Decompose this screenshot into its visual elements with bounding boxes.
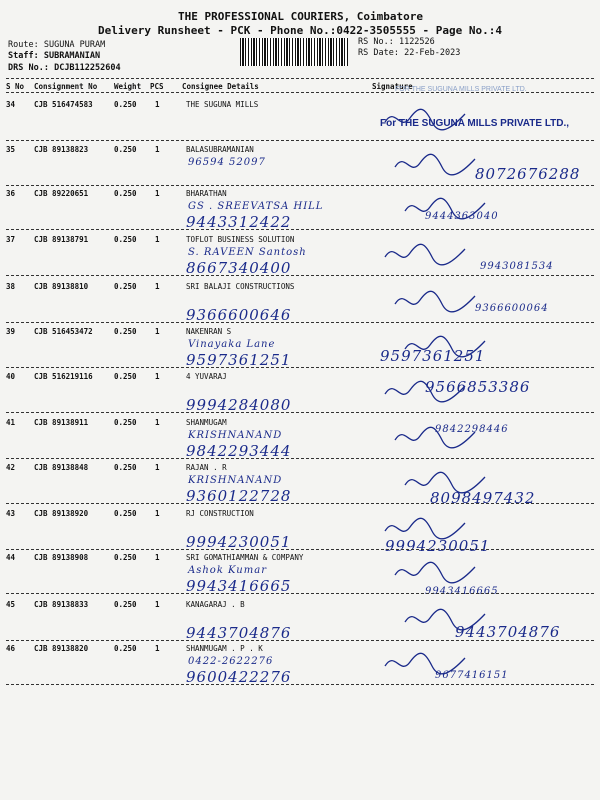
row-weight: 0.250 <box>114 327 137 336</box>
row-pcs: 1 <box>155 553 160 562</box>
row-handwritten-note: 96594 52097 <box>188 157 266 168</box>
row-divider <box>6 412 594 413</box>
row-consignment-no: CJB 89138791 <box>34 235 89 244</box>
rs-date-line <box>358 48 460 58</box>
row-sno: 34 <box>6 100 16 109</box>
row-signature-phone: 9597361251 <box>380 347 486 365</box>
row-weight: 0.250 <box>114 282 137 291</box>
row-handwritten-phone: 9443312422 <box>186 213 292 231</box>
row-pcs: 1 <box>155 509 160 518</box>
row-divider <box>6 367 594 368</box>
row-signature-phone: 9566853386 <box>425 378 531 396</box>
row-handwritten-phone: 9600422276 <box>186 668 292 686</box>
row-divider <box>6 229 594 230</box>
route-label: Route: <box>8 40 39 50</box>
row-consignment-no: CJB 89138823 <box>34 145 89 154</box>
drs-value: DCJB112252604 <box>54 63 121 73</box>
staff-value: SUBRAMANIAN <box>43 51 101 61</box>
row-sno: 38 <box>6 282 16 291</box>
row-consignment-no: CJB 89138848 <box>34 463 89 472</box>
row-signature-phone: 8098497432 <box>430 489 536 507</box>
header-rule-top <box>6 78 594 79</box>
row-divider <box>6 549 594 550</box>
col-consignee: Consignee Details <box>182 82 259 91</box>
route-value: SUGUNA PURAM <box>43 40 106 50</box>
row-divider <box>6 458 594 459</box>
route-line <box>8 40 105 50</box>
row-sno: 35 <box>6 145 16 154</box>
row-signature-phone: 9444363040 <box>425 211 499 222</box>
row-consignee: RAJAN . R <box>186 463 227 472</box>
row-consignment-no: CJB 89220651 <box>34 189 89 198</box>
staff-line <box>8 51 100 61</box>
row-handwritten-phone: 9943416665 <box>186 577 292 595</box>
row-sno: 45 <box>6 600 16 609</box>
row-sno: 39 <box>6 327 16 336</box>
row-handwritten-phone: 9597361251 <box>186 351 292 369</box>
row-divider <box>6 140 594 141</box>
row-consignment-no: CJB 89138911 <box>34 418 89 427</box>
row-handwritten-phone: 8667340400 <box>186 259 292 277</box>
row-handwritten-phone: 9360122728 <box>186 487 292 505</box>
row-weight: 0.250 <box>114 189 137 198</box>
drs-line <box>8 63 121 73</box>
row-weight: 0.250 <box>114 372 137 381</box>
company-stamp-faint: FOR THE SUGUNA MILLS PRIVATE LTD. <box>395 86 527 93</box>
row-weight: 0.250 <box>114 235 137 244</box>
barcode <box>240 38 348 66</box>
row-signature <box>390 286 480 316</box>
row-handwritten-note: KRISHNANAND <box>188 430 283 441</box>
row-signature <box>380 513 470 543</box>
company-name: THE PROFESSIONAL COURIERS, Coimbatore <box>178 10 424 23</box>
row-pcs: 1 <box>155 600 160 609</box>
row-handwritten-note: Vinayaka Lane <box>188 339 276 350</box>
row-sno: 40 <box>6 372 16 381</box>
row-signature <box>380 648 470 678</box>
runsheet-title: Delivery Runsheet - PCK - Phone No.:0422-3505555 - Page No.:4 <box>98 24 502 37</box>
rs-date-value: 22-Feb-2023 <box>404 48 461 58</box>
row-signature <box>400 604 490 634</box>
row-consignee: SRI BALAJI CONSTRUCTIONS <box>186 282 295 291</box>
col-pcs: PCS <box>150 82 164 91</box>
company-stamp: For THE SUGUNA MILLS PRIVATE LTD., <box>380 118 570 129</box>
row-consignment-no: CJB 89138820 <box>34 644 89 653</box>
row-signature <box>400 331 490 361</box>
row-consignee: 4 YUVARAJ <box>186 372 227 381</box>
row-divider <box>6 503 594 504</box>
row-signature <box>380 376 470 406</box>
row-signature <box>400 193 490 223</box>
row-pcs: 1 <box>155 418 160 427</box>
row-signature <box>400 467 490 497</box>
row-signature <box>380 239 470 269</box>
row-divider <box>6 322 594 323</box>
row-signature-phone: 9677416151 <box>435 670 509 681</box>
row-pcs: 1 <box>155 644 160 653</box>
row-sno: 41 <box>6 418 16 427</box>
row-handwritten-phone: 9443704876 <box>186 624 292 642</box>
row-handwritten-note: 0422-2622276 <box>188 656 274 667</box>
row-consignment-no: CJB 89138833 <box>34 600 89 609</box>
row-weight: 0.250 <box>114 553 137 562</box>
rs-no-value: 1122526 <box>398 37 435 47</box>
rs-no-label: RS No.: <box>358 37 394 47</box>
row-consignee: NAKENRAN S <box>186 327 232 336</box>
row-pcs: 1 <box>155 100 160 109</box>
row-weight: 0.250 <box>114 644 137 653</box>
row-pcs: 1 <box>155 189 160 198</box>
row-weight: 0.250 <box>114 145 137 154</box>
row-signature <box>390 557 480 587</box>
row-signature-phone: 9943081534 <box>480 261 554 272</box>
row-divider <box>6 684 594 685</box>
rs-no-line <box>358 37 435 47</box>
row-signature-phone: 9443704876 <box>455 623 561 641</box>
row-signature <box>390 422 480 452</box>
row-consignment-no: CJB 516453472 <box>34 327 93 336</box>
row-handwritten-phone: 9842293444 <box>186 442 292 460</box>
row-signature-phone: 9994230051 <box>385 537 491 555</box>
row-sno: 44 <box>6 553 16 562</box>
row-consignment-no: CJB 516474583 <box>34 100 93 109</box>
row-signature-phone: 9943416665 <box>425 586 499 597</box>
col-signature: Signature <box>372 82 413 91</box>
row-pcs: 1 <box>155 327 160 336</box>
row-consignment-no: CJB 89138810 <box>34 282 89 291</box>
drs-label: DRS No.: <box>8 63 49 73</box>
row-divider <box>6 640 594 641</box>
row-divider <box>6 185 594 186</box>
row-consignee: TOFLOT BUSINESS SOLUTION <box>186 235 295 244</box>
row-consignee: THE SUGUNA MILLS <box>186 100 259 109</box>
row-consignment-no: CJB 89138908 <box>34 553 89 562</box>
row-weight: 0.250 <box>114 509 137 518</box>
row-sno: 36 <box>6 189 16 198</box>
row-weight: 0.250 <box>114 600 137 609</box>
row-consignee: BALASUBRAMANIAN <box>186 145 254 154</box>
row-divider <box>6 593 594 594</box>
row-pcs: 1 <box>155 145 160 154</box>
staff-label: Staff: <box>8 51 39 61</box>
row-pcs: 1 <box>155 372 160 381</box>
row-consignee: BHARATHAN <box>186 189 227 198</box>
row-handwritten-note: GS . SREEVATSA HILL <box>188 201 324 212</box>
row-handwritten-phone: 9994230051 <box>186 533 292 551</box>
row-signature-phone: 8072676288 <box>475 165 581 183</box>
row-weight: 0.250 <box>114 463 137 472</box>
row-consignee: SHANMUGAM . P . K <box>186 644 263 653</box>
row-handwritten-note: Ashok Kumar <box>188 565 267 576</box>
col-consignment: Consignment No <box>34 82 98 91</box>
row-consignee: KANAGARAJ . B <box>186 600 245 609</box>
col-weight: Weight <box>114 82 142 91</box>
rs-date-label: RS Date: <box>358 48 399 58</box>
row-weight: 0.250 <box>114 418 137 427</box>
row-consignee: RJ CONSTRUCTION <box>186 509 254 518</box>
row-pcs: 1 <box>155 235 160 244</box>
row-pcs: 1 <box>155 282 160 291</box>
row-handwritten-note: KRISHNANAND <box>188 475 283 486</box>
row-consignee: SHANMUGAM <box>186 418 227 427</box>
row-handwritten-phone: 9366600646 <box>186 306 292 324</box>
row-pcs: 1 <box>155 463 160 472</box>
row-consignee: SRI GOMATHIAMMAN & COMPANY <box>186 553 304 562</box>
row-sno: 43 <box>6 509 16 518</box>
row-signature-phone: 9842298446 <box>435 424 509 435</box>
col-sno: S No <box>6 82 25 91</box>
row-consignment-no: CJB 516219116 <box>34 372 93 381</box>
row-sno: 37 <box>6 235 16 244</box>
row-divider <box>6 275 594 276</box>
row-sno: 46 <box>6 644 16 653</box>
row-sno: 42 <box>6 463 16 472</box>
row-weight: 0.250 <box>114 100 137 109</box>
row-handwritten-phone: 9994284080 <box>186 396 292 414</box>
row-signature <box>390 149 480 179</box>
row-consignment-no: CJB 89138920 <box>34 509 89 518</box>
row-signature-phone: 9366600064 <box>475 303 549 314</box>
row-handwritten-note: S. RAVEEN Santosh <box>188 247 307 258</box>
